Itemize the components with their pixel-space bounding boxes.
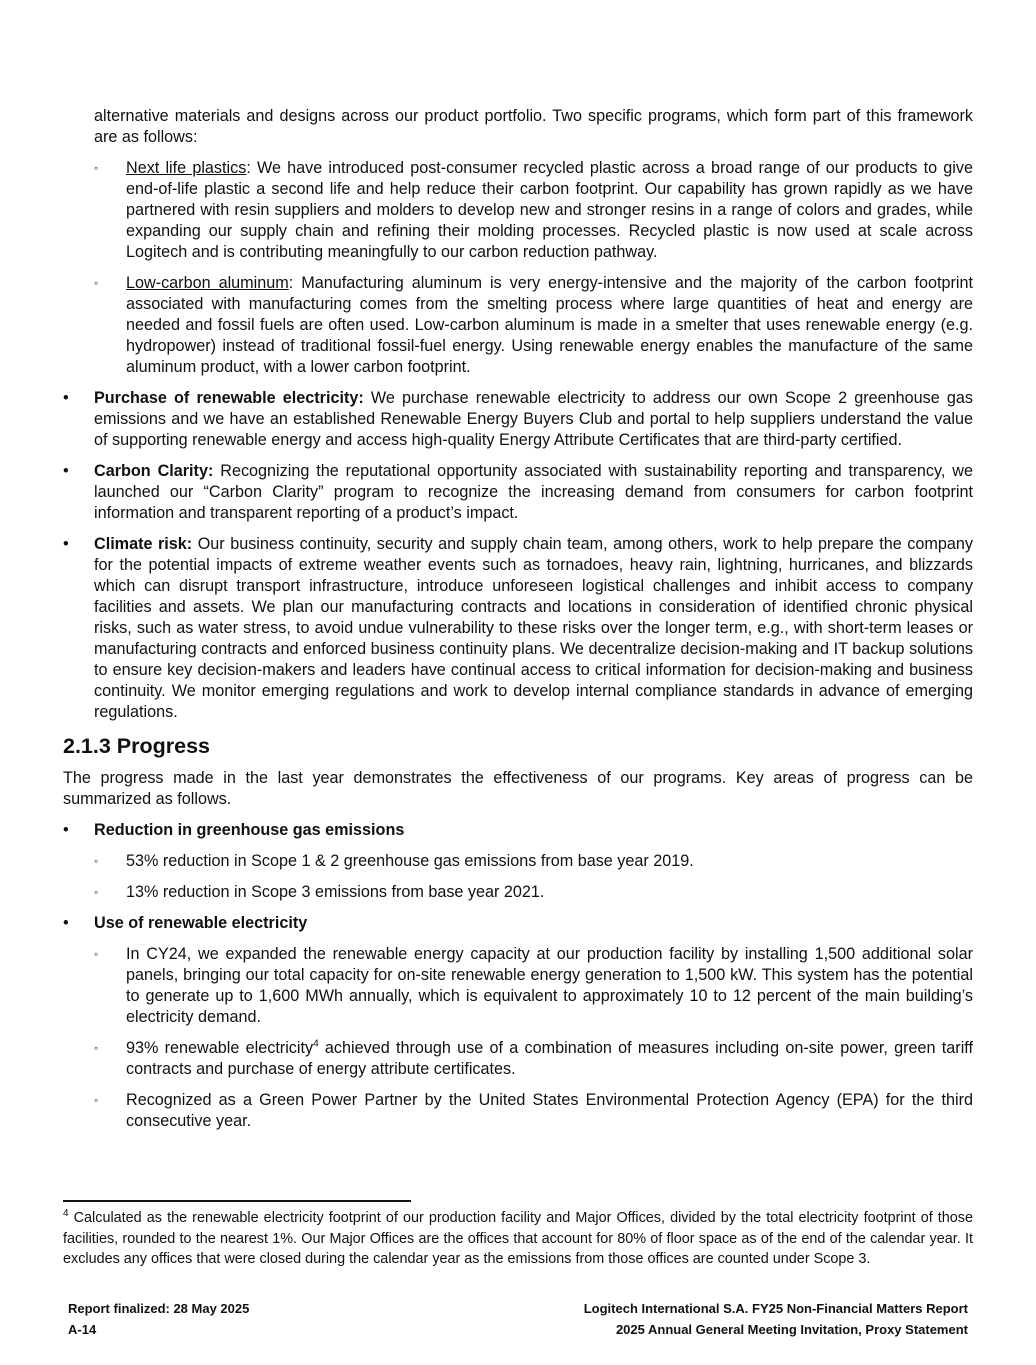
list-item: • Climate risk: Our business continuity, security and supply chain team, among others, work to help prepare the company for the potential impacts of extreme weather events such as tornadoes, heavy rain, lightning, hurricanes, and blizzards which can disrupt transport infrastructure, introduce unforeseen logistical challenges and inhibit access to company facilities and assets. We plan our manufacturing contracts and locations in consideration of identified chronic physical risks, such as water stress, to avoid undue vulnerability to these risks over the longer term, e.g., with short-term leases or manufacturing contracts and enforced business continuity plans. We decentralize decision-making and IT backup solutions to ensure key decision-makers and leaders have continual access to critical information for decision-making and business continuity. We monitor emerging regulations and work to develop internal compliance standards in advance of emerging regulations. — [63, 535, 973, 721]
footnote: $^4$ Calculated as the renewable electricity footprint of our production facility and Major Offices, divided by the total electricity footprint of those facilities, rounded to the nearest 1%. Our Major Offices are the offices that account for 80% of floor space as of the end of the calendar year. It excludes any offices that were closed during the calendar year as the emissions from those offices are counted under Scope 3. — [63, 1208, 973, 1267]
sub-bullet-icon: ◦ — [94, 854, 99, 868]
sub-bullet-icon: ◦ — [94, 885, 99, 899]
list-item: • Purchase of renewable electricity: We purchase renewable electricity to address our own Scope 2 greenhouse gas emissions and we have an established Renewable Energy Buyers Club and portal to help suppliers understand the value of supporting renewable energy and access high-quality Energy Attribute Certificates that are third-party certified. — [63, 389, 973, 449]
list-item: ◦ Recognized as a Green Power Partner by the United States Environmental Protection Agency (EPA) for the third consecutive year. — [94, 1091, 973, 1130]
sub-bullet-icon: ◦ — [94, 947, 99, 961]
list-item: ◦ In CY24, we expanded the renewable energy capacity at our production facility by installing 1,500 additional solar panels, bringing our total capacity for on-site renewable energy generation to 1,500 kW. This system has the potential to generate up to 1,600 MWh annually, which is equivalent to approximately 10 to 12 percent of the main building’s electricity demand. — [94, 945, 973, 1026]
sub-bullet-icon: ◦ — [94, 276, 99, 290]
bullet-icon: • — [63, 462, 69, 480]
bullet-icon: • — [63, 914, 69, 932]
list-item: ◦ Next life plastics: We have introduced post-consumer recycled plastic across a broad range of our products to give end-of-life plastic a second life and help reduce their carbon footprint. Our capability has grown rapidly as we have partnered with resin suppliers and molders to develop new and stronger resins in a range of colors and grades, while expanding our supply chain and refining their molding processes. Recycled plastic is now used at scale across Logitech and is contributing meaningfully to our carbon reduction pathway. — [94, 159, 973, 261]
footnote-ref[interactable]: 4 — [313, 1038, 319, 1050]
footnote-divider — [63, 1200, 411, 1202]
bullet-icon: • — [63, 535, 69, 553]
sub-bullet-icon: ◦ — [94, 161, 99, 175]
footer-row-1 — [68, 1301, 968, 1316]
sub-bullet-icon: ◦ — [94, 1041, 99, 1055]
list-item: ◦ 53% reduction in Scope 1 & 2 greenhouse gas emissions from base year 2019. — [94, 852, 694, 870]
report-finalized: Report finalized: 28 May 2025 — [68, 1301, 250, 1316]
statement-title: 2025 Annual General Meeting Invitation, Proxy Statement — [615, 1322, 968, 1337]
list-item: • Reduction in greenhouse gas emissions — [63, 821, 405, 839]
list-item: ◦ Low-carbon aluminum: Manufacturing aluminum is very energy-intensive and the majority of the carbon footprint associated with manufacturing comes from the smelting process where large quantities of heat and energy are needed and fossil fuels are often used. Low-carbon aluminum is made in a smelter that uses renewable energy (e.g. hydropower) instead of traditional fossil-fuel energy. Using renewable energy enables the manufacture of the same aluminum product, with a lower carbon footprint. — [94, 274, 973, 376]
list-item: ◦ 93% renewable electricity$^4$ achieved through use of a combination of measures including on-site power, green tariff contracts and purchase of energy attribute certificates. — [94, 1038, 973, 1078]
sub-bullet-icon: ◦ — [94, 1093, 99, 1107]
document-body — [63, 106, 973, 1142]
intro-paragraph: alternative materials and designs across our product portfolio. Two specific programs, which form part of this framework are as follows: — [94, 107, 973, 146]
bullet-icon: • — [63, 821, 69, 839]
bullet-icon: • — [63, 389, 69, 407]
list-item: • Use of renewable electricity — [63, 914, 308, 932]
section-heading: 2.1.3 Progress — [63, 734, 211, 758]
progress-intro: The progress made in the last year demonstrates the effectiveness of our programs. Key areas of progress can be summarized as follows. — [63, 769, 973, 808]
report-title: Logitech International S.A. FY25 Non-Financial Matters Report — [583, 1301, 968, 1316]
list-item: • Carbon Clarity: Recognizing the reputational opportunity associated with sustainability reporting and transparency, we launched our “Carbon Clarity” program to recognize the increasing demand from consumers for carbon footprint information and transparent reporting of a product’s impact. — [63, 462, 973, 522]
footer-row-2 — [68, 1322, 968, 1337]
page-number: A-14 — [68, 1322, 97, 1337]
list-item: ◦ 13% reduction in Scope 3 emissions from base year 2021. — [94, 883, 545, 901]
